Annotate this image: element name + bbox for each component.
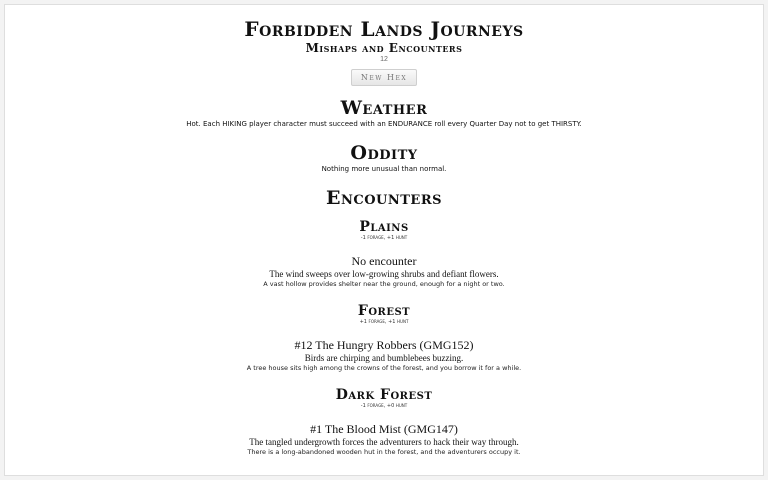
encounter-description: The wind sweeps over low-growing shrubs and defiant flowers.	[269, 269, 499, 279]
encounters-heading: Encounters	[325, 187, 443, 209]
terrain-section-dark-forest	[5, 387, 763, 457]
terrain-name: Forest	[357, 303, 411, 319]
terrain-section-plains	[5, 219, 763, 289]
terrain-name: Dark Forest	[335, 387, 433, 403]
page-container	[4, 4, 764, 476]
terrain-mods: -1 forage, +1 hunt	[360, 235, 408, 241]
terrain-section-forest	[5, 303, 763, 373]
encounter-title: #1 The Blood Mist (GMG147)	[310, 422, 458, 436]
encounter-title: No encounter	[351, 254, 417, 268]
oddity-heading: Oddity	[350, 142, 418, 164]
terrain-name: Plains	[359, 219, 409, 235]
encounter-description: The tangled undergrowth forces the adventurers to hack their way through.	[249, 437, 519, 447]
page-subtitle: Mishaps and Encounters	[305, 41, 463, 55]
encounter-extra: There is a long-abandoned wooden hut in the forest, and the adventurers occupy it.	[247, 448, 521, 456]
oddity-text: Nothing more unusual than normal.	[321, 165, 447, 173]
weather-text: Hot. Each HIKING player character must succeed with an ENDURANCE roll every Quarter Day not to get THIRSTY.	[186, 120, 582, 128]
encounter-extra: A tree house sits high among the crowns of the forest, and you borrow it for a while.	[246, 364, 522, 372]
terrain-mods: -1 forage, +0 hunt	[360, 403, 408, 409]
encounter-title: #12 The Hungry Robbers (GMG152)	[294, 338, 474, 352]
page-title: Forbidden Lands Journeys	[244, 17, 524, 41]
new-hex-button[interactable]: New Hex	[351, 69, 417, 86]
encounter-extra: A vast hollow provides shelter near the ground, enough for a night or two.	[263, 280, 505, 288]
encounter-description: Birds are chirping and bumblebees buzzing.	[304, 353, 464, 363]
terrain-mods: +1 forage, +1 hunt	[359, 319, 409, 325]
weather-heading: Weather	[340, 97, 428, 119]
seed-value: 12	[380, 56, 388, 63]
